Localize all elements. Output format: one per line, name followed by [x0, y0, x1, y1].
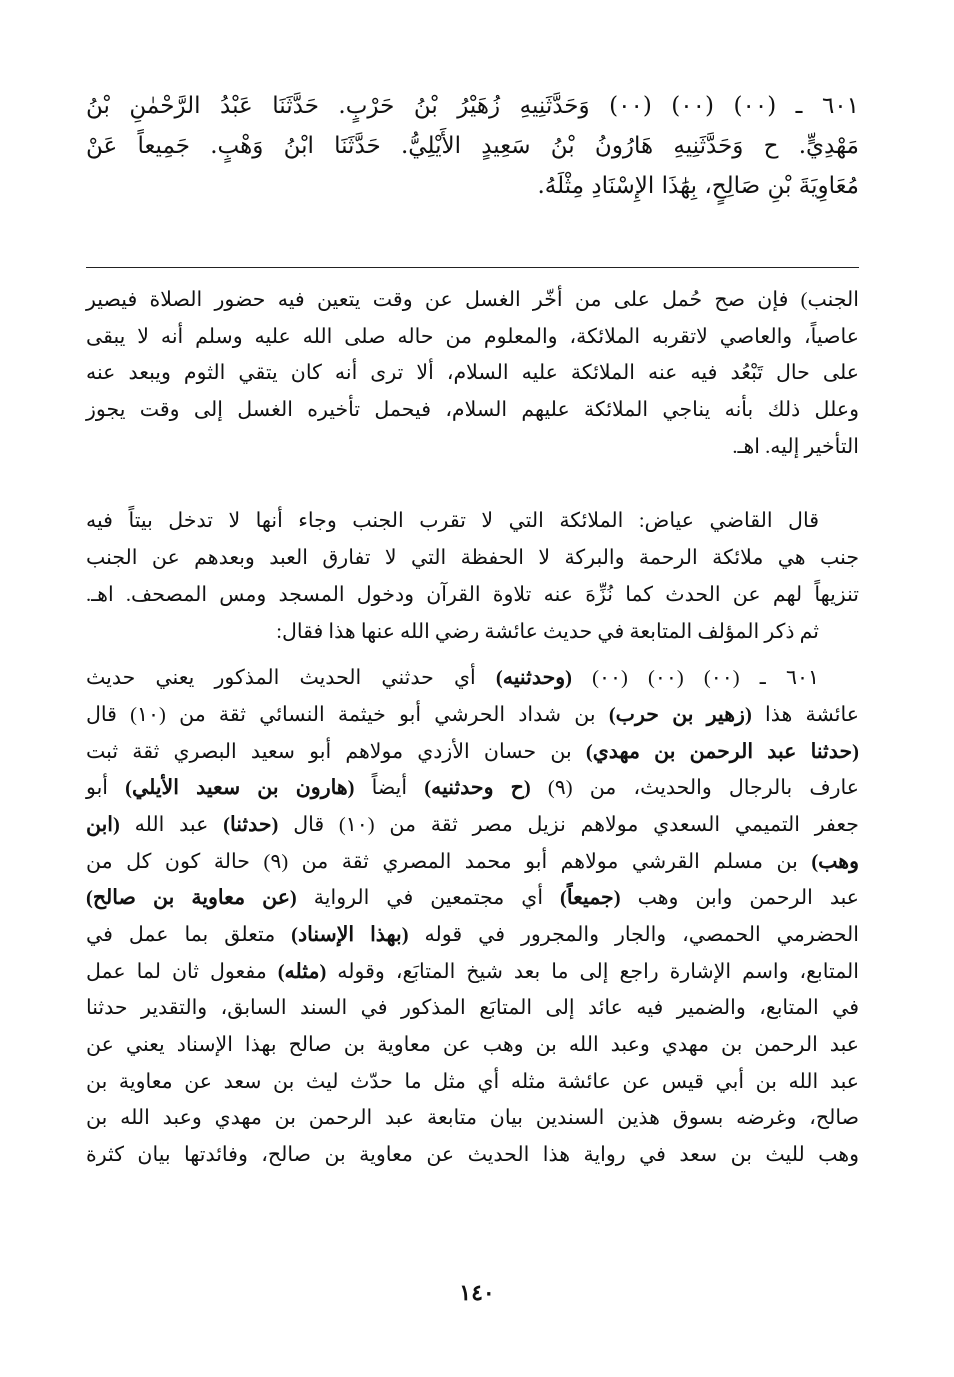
bold-quote: (حدثنا)	[223, 813, 279, 836]
bold-quote: (ح وحدثنيه)	[424, 777, 531, 800]
text-segment: أي حدثني الحديث المذكور يعني حديث	[86, 667, 496, 690]
text-segment: عبد الرحمن بن مهدي وعبد الله بن وهب عن معاوية بن صالح بهذا الإسناد يعني عن	[86, 1034, 859, 1057]
text-segment: تنزيهاً لهم عن الحدث كما نُزِّهَ عنه تلاوة القرآن ودخول المسجد ومس المصحف. اهـ.	[86, 583, 859, 606]
commentary-text	[86, 282, 859, 1174]
text-segment: عارف بالرجال والحديث، من (٩)	[530, 777, 860, 800]
bold-quote: وهب)	[811, 850, 859, 873]
commentary-paragraph	[86, 282, 859, 465]
text-line	[86, 1027, 859, 1064]
text-segment: وعلل ذلك بأنه يناجي الملائكة عليهم السلام، فيحمل تأخيره الغسل إلى وقت يجوز	[86, 399, 859, 422]
text-segment: الحضرمي الحمصي، والجار والمجرور في قوله	[408, 924, 860, 946]
text-segment: عبد الله بن أبي قيس عن عائشة مثله أي مثل ما حدّث ليث بن سعد عن معاوية بن	[86, 1070, 859, 1093]
bold-quote: (وحدثنيه)	[495, 667, 572, 690]
text-segment: ٦٠١ ـ (٠٠) (٠٠) (٠٠) وَحَدَّثَنِيهِ زُهَيْرُ بْنُ حَرْبٍ. حَدَّثَنَا عَبْدُ الرَّحْمٰنِ بْنُ	[86, 93, 859, 119]
text-line	[86, 697, 859, 734]
text-line	[86, 844, 859, 881]
text-line	[86, 319, 859, 356]
text-segment: جعفر التميمي السعدي مولاهم نزيل مصر ثقة من (١٠) قال	[278, 813, 859, 836]
text-line	[86, 429, 859, 466]
page-number: ١٤٠	[459, 1280, 495, 1306]
text-line	[86, 770, 859, 807]
text-line	[86, 1100, 859, 1137]
text-segment: وهب لليث بن سعد في رواية هذا الحديث عن معاوية بن صالح، وفائدتها بيان كثرة	[86, 1144, 859, 1167]
text-segment: الجنب) فإن صح حُمل على من أخّر الغسل عن وقت يتعين فيه حضور الصلاة فيصير	[86, 289, 859, 311]
text-segment: في المتابع، والضمير فيه عائد إلى المتابَع المذكور في السند السابق، والتقدير حدثنا	[86, 997, 859, 1020]
text-line	[86, 392, 859, 429]
text-line	[86, 1137, 859, 1174]
text-segment: أيضاً	[354, 777, 425, 800]
text-segment: بن مسلم القرشي مولاهم أبو محمد المصري ثقة من (٩) حالة كون كل من	[86, 850, 812, 873]
text-line	[86, 503, 859, 540]
bold-quote: (هارون بن سعيد الأيلي)	[125, 777, 355, 800]
text-line	[86, 734, 859, 771]
hadith-text	[86, 86, 859, 206]
text-segment: عاصياً، والعاصي لاتقربه الملائكة، والمعلوم من حاله صلى الله عليه وسلم أنه لا يبقى	[86, 325, 859, 348]
commentary-paragraph	[86, 614, 859, 651]
footnote-divider	[86, 267, 859, 268]
text-segment: أبو	[86, 777, 126, 800]
commentary-paragraph	[86, 503, 859, 613]
text-segment: مُعَاوِيَةَ بْنِ صَالِحٍ، بِهَٰذَا الإِسْنَادِ مِثْلَهُ.	[537, 173, 859, 199]
text-line	[86, 880, 859, 917]
text-segment: المتابع، واسم الإشارة راجع إلى ما بعد شيخ المتابَع، وقوله	[326, 960, 859, 983]
text-segment: عبد الله	[119, 813, 224, 836]
text-segment: أي مجتمعين في الرواية	[296, 887, 561, 910]
bold-quote: (بهذا الإسناد)	[291, 924, 409, 946]
text-segment: جنب هي ملائكة الرحمة والبركة لا الحفظة التي لا تفارق العبد وبعدهم عن الجنب	[86, 547, 859, 570]
text-line	[86, 577, 859, 614]
text-line	[86, 660, 859, 697]
bold-quote: (جميعاً)	[560, 887, 621, 910]
text-segment: التأخير إليه. اهـ.	[732, 435, 859, 458]
bold-quote: (عن معاوية بن صالح)	[86, 887, 297, 910]
text-segment: مفعول ثان لما عمل	[86, 960, 278, 983]
text-line	[86, 807, 859, 844]
text-segment: صالح، وغرضه بسوق هذين السندين بيان متابعة عبد الرحمن بن مهدي وعبد الله بن	[86, 1107, 859, 1130]
text-segment: بن حسان الأزدي مولاهم أبو سعيد البصري ثقة ثبت	[86, 740, 586, 763]
text-segment: متعلق بما عمل في	[86, 924, 292, 946]
text-line	[86, 1064, 859, 1101]
text-line	[86, 990, 859, 1027]
text-segment: مَهْدِيٍّ. ح وَحَدَّثَنِيهِ هَارُونُ بْنُ سَعِيدٍ الأَيْلِيُّ. حَدَّثَنَا ابْنُ وَهْبٍ. جَمِيعاً عَنْ	[86, 133, 859, 159]
text-line	[86, 166, 859, 206]
text-segment: على حال تَبْعُد فيه عنه الملائكة عليه السلام، ألا ترى أنه كان يتقي الثوم ويبعد عنه	[86, 362, 859, 385]
text-line	[86, 126, 859, 166]
text-line	[86, 917, 859, 954]
text-line	[86, 954, 859, 991]
text-segment: قال القاضي عياض: الملائكة التي لا تقرب الجنب وجاء أنها لا تدخل بيتاً فيه	[86, 510, 819, 533]
text-segment: بن شداد الحرشي أبو خيثمة النسائي ثقة من (١٠) قال	[86, 703, 609, 726]
text-line	[86, 540, 859, 577]
text-line	[86, 614, 859, 651]
bold-quote: (ابن	[86, 813, 120, 836]
bold-quote: (مثله)	[277, 960, 327, 983]
bold-quote: (زهير بن حرب)	[608, 703, 752, 726]
text-line	[86, 282, 859, 319]
text-segment: عائشة هذا	[751, 703, 859, 726]
bold-quote: (حدثنا عبد الرحمن بن مهدي)	[585, 740, 859, 763]
text-segment: ٦٠١ ـ (٠٠) (٠٠) (٠٠)	[571, 667, 820, 690]
text-line	[86, 355, 859, 392]
text-segment: ثم ذكر المؤلف المتابعة في حديث عائشة رضي الله عنها هذا فقال:	[276, 620, 819, 643]
commentary-paragraph	[86, 660, 859, 1174]
text-line	[86, 86, 859, 126]
text-segment: عبد الرحمن وابن وهب	[620, 887, 859, 910]
